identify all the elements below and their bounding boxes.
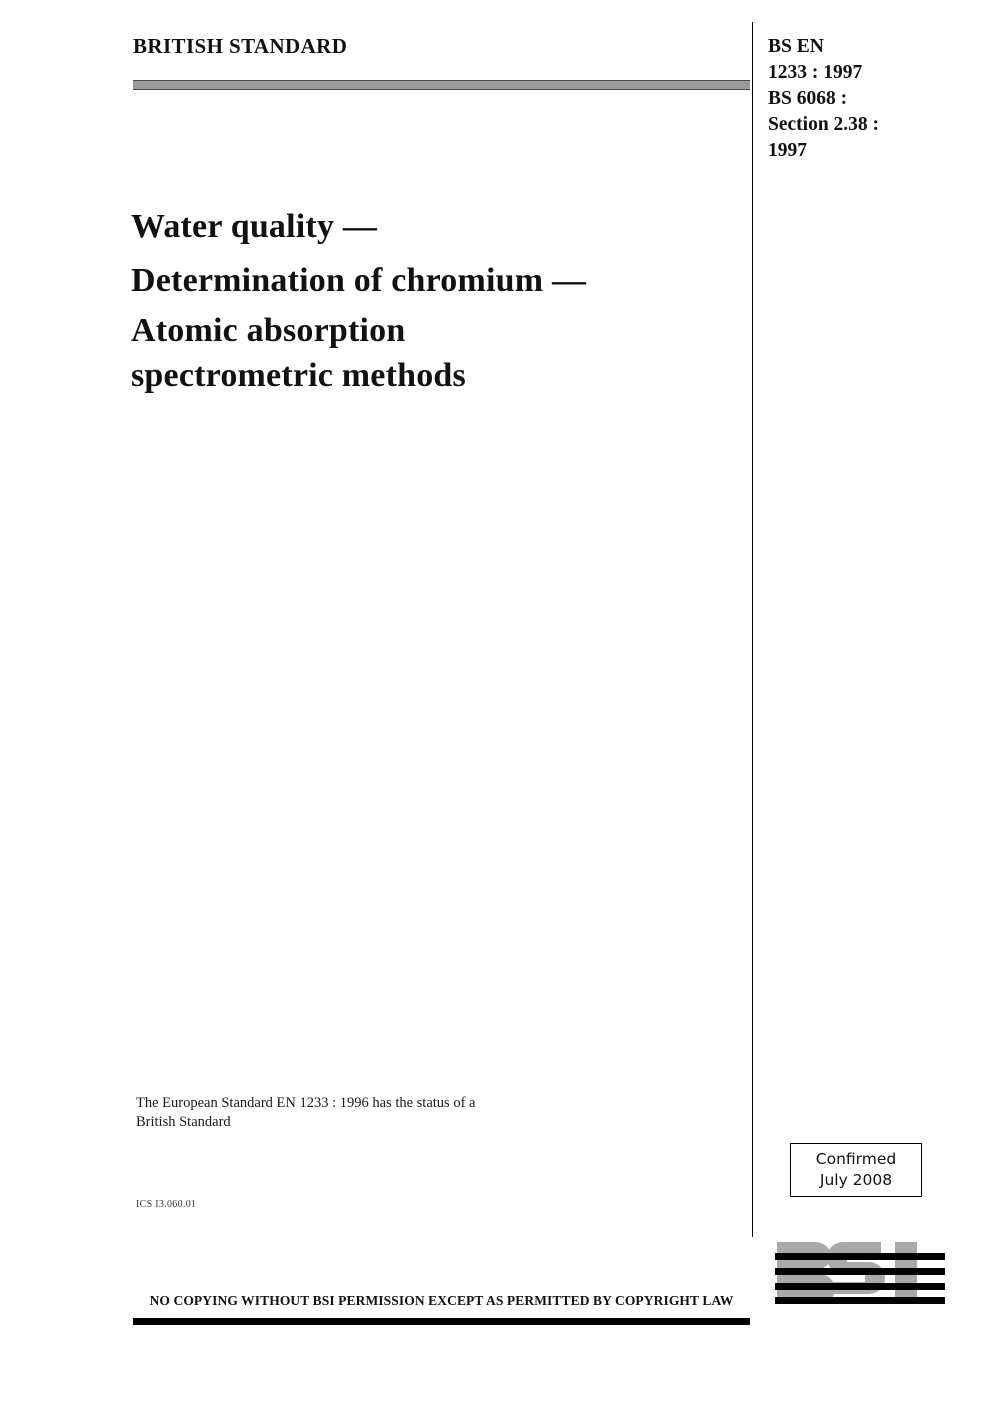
footer-rule xyxy=(133,1318,750,1325)
status-badge-line-2: July 2008 xyxy=(819,1171,893,1189)
standard-reference-block xyxy=(768,34,968,164)
header-rule xyxy=(133,80,750,90)
status-note xyxy=(136,1094,696,1132)
title-line-2: Determination of chromium — xyxy=(131,262,587,299)
status-note-line-2: British Standard xyxy=(136,1114,231,1130)
status-badge xyxy=(790,1143,922,1197)
reference-line-1: BS EN xyxy=(768,36,824,57)
reference-line-2: 1233 : 1997 xyxy=(768,62,863,83)
title-line-1: Water quality — xyxy=(131,208,378,245)
bsi-logo xyxy=(775,1240,945,1306)
page-title xyxy=(131,200,741,398)
reference-line-4: Section 2.38 : xyxy=(768,114,880,135)
british-standard-header: BRITISH STANDARD xyxy=(133,34,348,58)
vertical-divider xyxy=(752,22,753,1237)
reference-line-3: BS 6068 : xyxy=(768,88,848,109)
status-badge-line-1: Confirmed xyxy=(815,1150,897,1168)
ics-code: ICS I3.060.01 xyxy=(136,1199,197,1210)
copyright-footer: NO COPYING WITHOUT BSI PERMISSION EXCEPT AS PERMITTED BY COPYRIGHT LAW xyxy=(149,1293,734,1308)
title-line-3: Atomic absorption xyxy=(131,312,406,349)
title-line-4: spectrometric methods xyxy=(131,357,466,394)
status-note-line-1: The European Standard EN 1233 : 1996 has the status of a xyxy=(136,1095,476,1111)
reference-line-5: 1997 xyxy=(768,140,807,161)
